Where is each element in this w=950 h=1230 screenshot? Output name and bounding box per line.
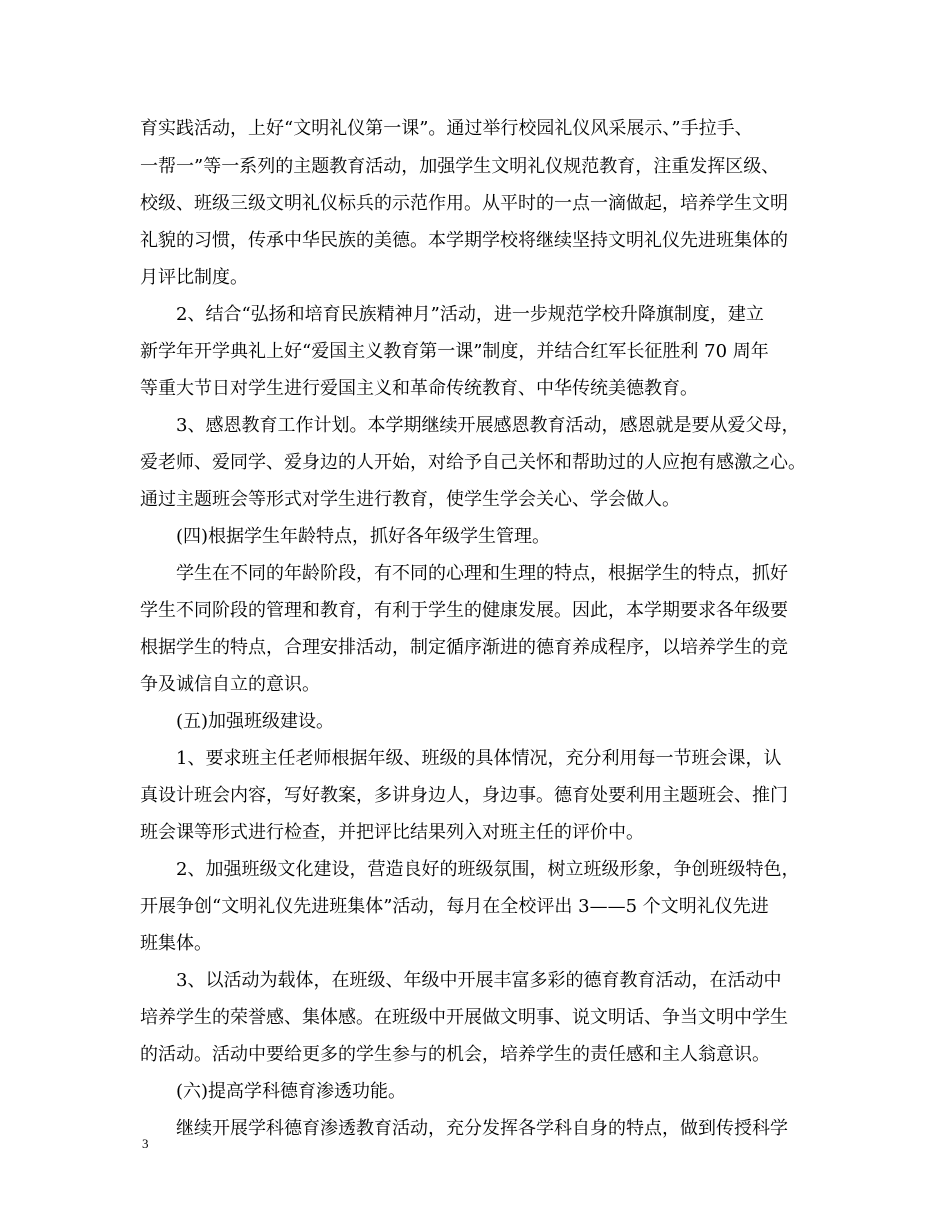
- text-line: 学生不同阶段的管理和教育，有利于学生的健康发展。因此，本学期要求各年级要: [140, 600, 788, 621]
- page-number: 3: [142, 1136, 149, 1151]
- text-line: 1、要求班主任老师根据年级、班级的具体情况，充分利用每一节班会课，认: [176, 748, 782, 769]
- section-heading: (四)根据学生年龄特点，抓好各年级学生管理。: [176, 526, 551, 547]
- text-line: 培养学生的荣誉感、集体感。在班级中开展做文明事、说文明话、争当文明中学生: [140, 1007, 788, 1028]
- text-line: 班会课等形式进行检查，并把评比结果列入对班主任的评价中。: [140, 822, 644, 843]
- text-line: 月评比制度。: [140, 267, 248, 288]
- text-line: 根据学生的特点，合理安排活动，制定循序渐进的德育养成程序，以培养学生的竞: [140, 637, 788, 658]
- text-line: 礼貌的习惯，传承中华民族的美德。本学期学校将继续坚持文明礼仪先进班集体的: [140, 230, 788, 251]
- text-line: 一帮一”等一系列的主题教育活动，加强学生文明礼仪规范教育，注重发挥区级、: [140, 156, 780, 177]
- text-line: 新学年开学典礼上好“爱国主义教育第一课”制度，并结合红军长征胜利 70 周年: [140, 341, 769, 362]
- text-line: 真设计班会内容，写好教案，多讲身边人，身边事。德育处要利用主题班会、推门: [140, 785, 788, 806]
- text-line: 等重大节日对学生进行爱国主义和革命传统教育、中华传统美德教育。: [140, 378, 698, 399]
- text-line: 争及诚信自立的意识。: [140, 674, 320, 695]
- text-line: 3、以活动为载体，在班级、年级中开展丰富多彩的德育教育活动，在活动中: [176, 970, 782, 991]
- section-heading: (五)加强班级建设。: [176, 711, 335, 732]
- text-line: 2、加强班级文化建设，营造良好的班级氛围，树立班级形象，争创班级特色，: [176, 859, 800, 880]
- text-line: 校级、班级三级文明礼仪标兵的示范作用。从平时的一点一滴做起，培养学生文明: [140, 193, 788, 214]
- text-line: 继续开展学科德育渗透教育活动，充分发挥各学科自身的特点，做到传授科学: [176, 1118, 788, 1139]
- text-line: 的活动。活动中要给更多的学生参与的机会，培养学生的责任感和主人翁意识。: [140, 1044, 770, 1065]
- text-line: 2、结合“弘扬和培育民族精神月”活动，进一步规范学校升降旗制度，建立: [176, 304, 764, 325]
- text-line: 学生在不同的年龄阶段，有不同的心理和生理的特点，根据学生的特点，抓好: [176, 563, 788, 584]
- text-line: 3、感恩教育工作计划。本学期继续开展感恩教育活动，感恩就是要从爱父母，: [176, 415, 800, 436]
- text-line: 通过主题班会等形式对学生进行教育，使学生学会关心、学会做人。: [140, 489, 680, 510]
- text-line: 育实践活动，上好“文明礼仪第一课”。通过举行校园礼仪风采展示、”手拉手、: [140, 118, 753, 139]
- text-line: 爱老师、爱同学、爱身边的人开始，对给予自己关怀和帮助过的人应抱有感激之心。: [140, 452, 806, 473]
- text-line: 班集体。: [140, 933, 212, 954]
- text-line: 开展争创“文明礼仪先进班集体”活动，每月在全校评出 3——5 个文明礼仪先进: [140, 896, 769, 917]
- section-heading: (六)提高学科德育渗透功能。: [176, 1081, 407, 1102]
